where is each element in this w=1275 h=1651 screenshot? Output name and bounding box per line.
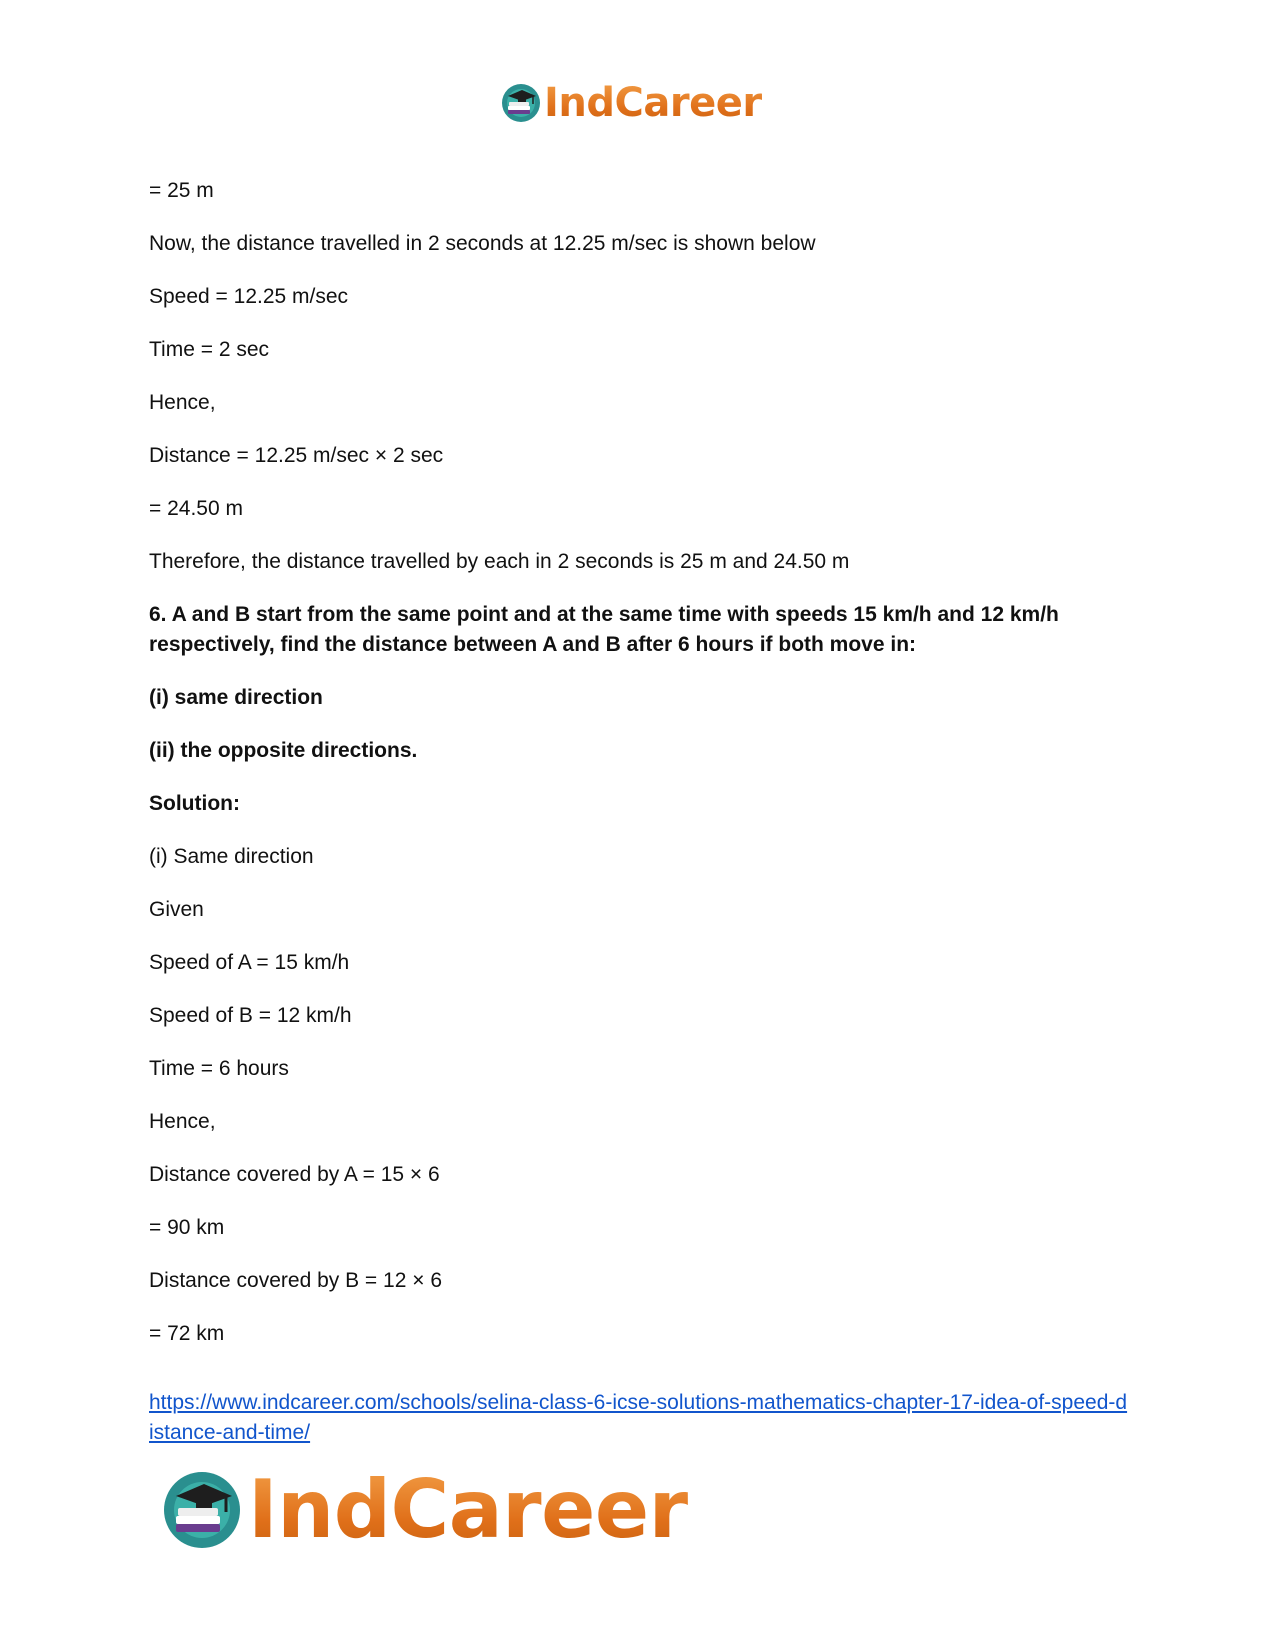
question-heading: 6. A and B start from the same point and at the same time with speeds 15 km/h and 12 km/h respectively, find the distance between A and B after 6 hours if both move in:	[149, 603, 1059, 656]
question-part-ii: (ii) the opposite directions.	[149, 739, 418, 762]
question-part-i: (i) same direction	[149, 686, 323, 709]
solution-heading: Solution:	[149, 792, 240, 815]
text-line: Given	[149, 898, 204, 921]
text-line: Hence,	[149, 391, 216, 414]
text-line: Distance covered by B = 12 × 6	[149, 1269, 443, 1292]
text-line: Time = 2 sec	[149, 338, 270, 361]
text-line: Hence,	[149, 1110, 216, 1133]
text-line: Speed = 12.25 m/sec	[149, 285, 349, 308]
text-line: Therefore, the distance travelled by each in 2 seconds is 25 m and 24.50 m	[149, 550, 850, 573]
document-body	[149, 176, 1129, 1349]
graduation-cap-books-icon	[160, 1468, 244, 1552]
text-line: Distance covered by A = 15 × 6	[149, 1163, 440, 1186]
graduation-cap-books-icon	[500, 82, 542, 124]
text-line: = 72 km	[149, 1322, 225, 1345]
header-logo	[500, 78, 762, 128]
text-line: = 90 km	[149, 1216, 225, 1239]
text-line: Time = 6 hours	[149, 1057, 289, 1080]
footer-logo	[160, 1460, 688, 1560]
source-link[interactable]: https://www.indcareer.com/schools/selina-class-6-icse-solutions-mathematics-chapter-17-idea-of-speed-distance-and-time/	[149, 1391, 1128, 1444]
logo-text: IndCareer	[544, 80, 762, 126]
text-line: Speed of B = 12 km/h	[149, 1004, 352, 1027]
text-line: = 24.50 m	[149, 497, 243, 520]
logo-text: IndCareer	[248, 1460, 688, 1560]
text-line: Now, the distance travelled in 2 seconds at 12.25 m/sec is shown below	[149, 232, 816, 255]
text-line: = 25 m	[149, 179, 214, 202]
text-line: Distance = 12.25 m/sec × 2 sec	[149, 444, 444, 467]
text-line: (i) Same direction	[149, 845, 314, 868]
text-line: Speed of A = 15 km/h	[149, 951, 350, 974]
